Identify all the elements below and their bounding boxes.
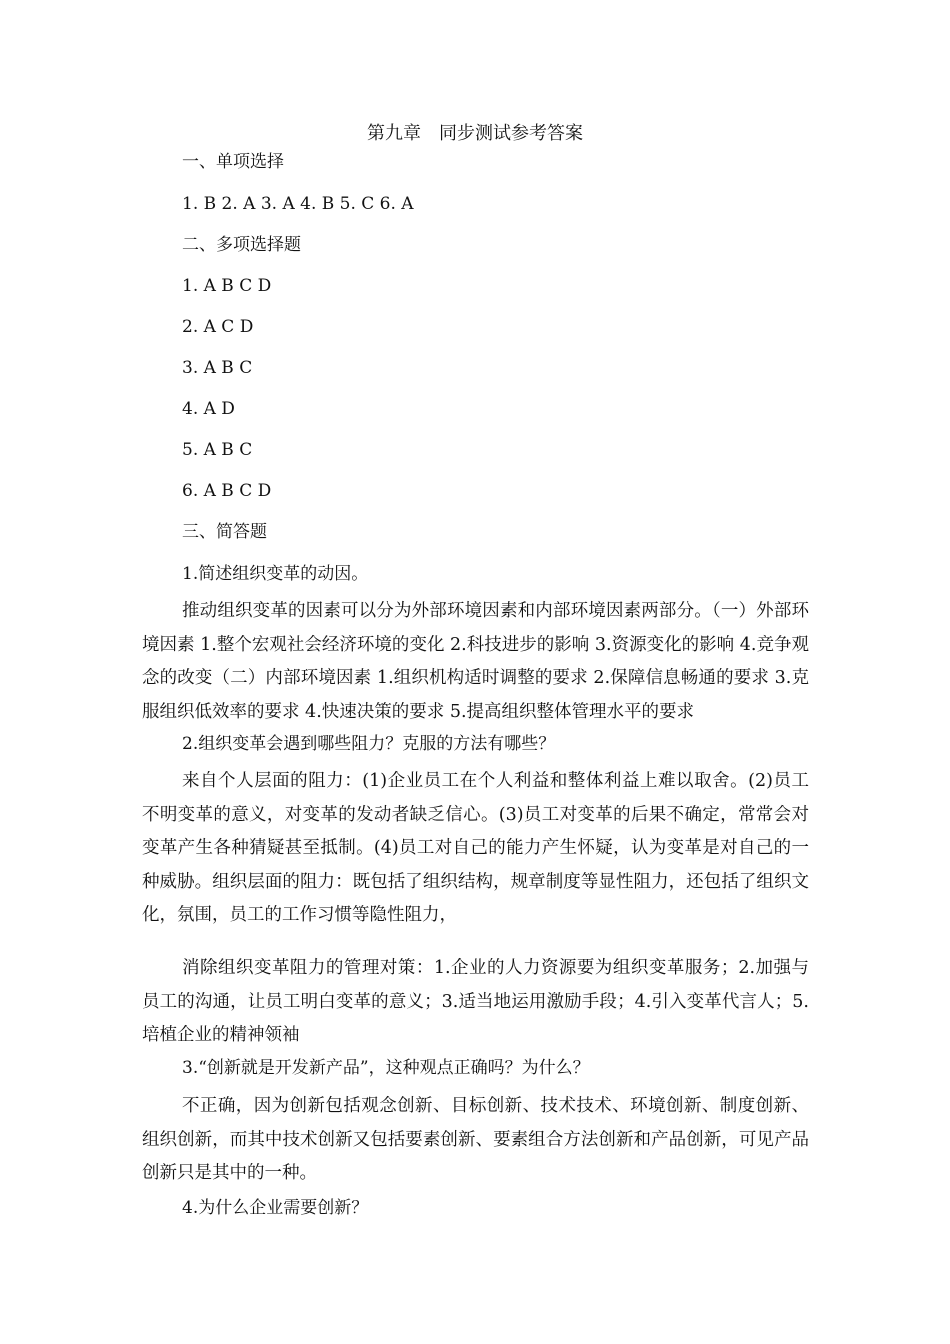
answer-1: 推动组织变革的因素可以分为外部环境因素和内部环境因素两部分。（一）外部环境因素 1.整个宏观社会经济环境的变化 2.科技进步的影响 3.资源变化的影响 4.竞争观念的改变（二）内部环境因素 1.组织机构适时调整的要求 2.保障信息畅通的要求 3.克服组织低效率的要求 4.快速决策的要求 5.提高组织整体管理水平的要求	[142, 601, 809, 722]
section2-heading: 二、多项选择题	[182, 235, 301, 255]
question-1: 1.简述组织变革的动因。	[182, 564, 369, 584]
multi-answer-6: 6. A B C D	[182, 481, 272, 501]
single-choice-answers: 1. B 2. A 3. A 4. B 5. C 6. A	[182, 194, 414, 214]
question-3: 3.“创新就是开发新产品”，这种观点正确吗？为什么？	[182, 1058, 590, 1078]
question-4: 4.为什么企业需要创新？	[182, 1198, 369, 1218]
section1-heading: 一、单项选择	[182, 152, 284, 172]
multi-answer-1: 1. A B C D	[182, 276, 272, 296]
multi-answer-4: 4. A D	[182, 399, 235, 419]
answer-2-resistance: 来自个人层面的阻力：(1)企业员工在个人利益和整体利益上难以取舍。(2)员工不明变革的意义，对变革的发动者缺乏信心。(3)员工对变革的后果不确定，常常会对变革产生各种猜疑甚至抵制。(4)员工对自己的能力产生怀疑，认为变革是对自己的一种威胁。组织层面的阻力：既包括了组织结构，规章制度等显性阻力，还包括了组织文化，氛围，员工的工作习惯等隐性阻力，	[142, 771, 809, 925]
question-2: 2.组织变革会遇到哪些阻力？克服的方法有哪些？	[182, 734, 556, 754]
multi-answer-2: 2. A C D	[182, 317, 254, 337]
page-title: 第九章 同步测试参考答案	[367, 123, 583, 144]
multi-answer-3: 3. A B C	[182, 358, 253, 378]
answer-3: 不正确，因为创新包括观念创新、目标创新、技术技术、环境创新、制度创新、组织创新，而其中技术创新又包括要素创新、要素组合方法创新和产品创新，可见产品创新只是其中的一种。	[142, 1096, 809, 1183]
multi-answer-5: 5. A B C	[182, 440, 253, 460]
answer-2-countermeasures: 消除组织变革阻力的管理对策：1.企业的人力资源要为组织变革服务；2.加强与员工的沟通，让员工明白变革的意义；3.适当地运用激励手段；4.引入变革代言人；5.培植企业的精神领袖	[142, 958, 809, 1045]
section3-heading: 三、简答题	[182, 522, 267, 542]
